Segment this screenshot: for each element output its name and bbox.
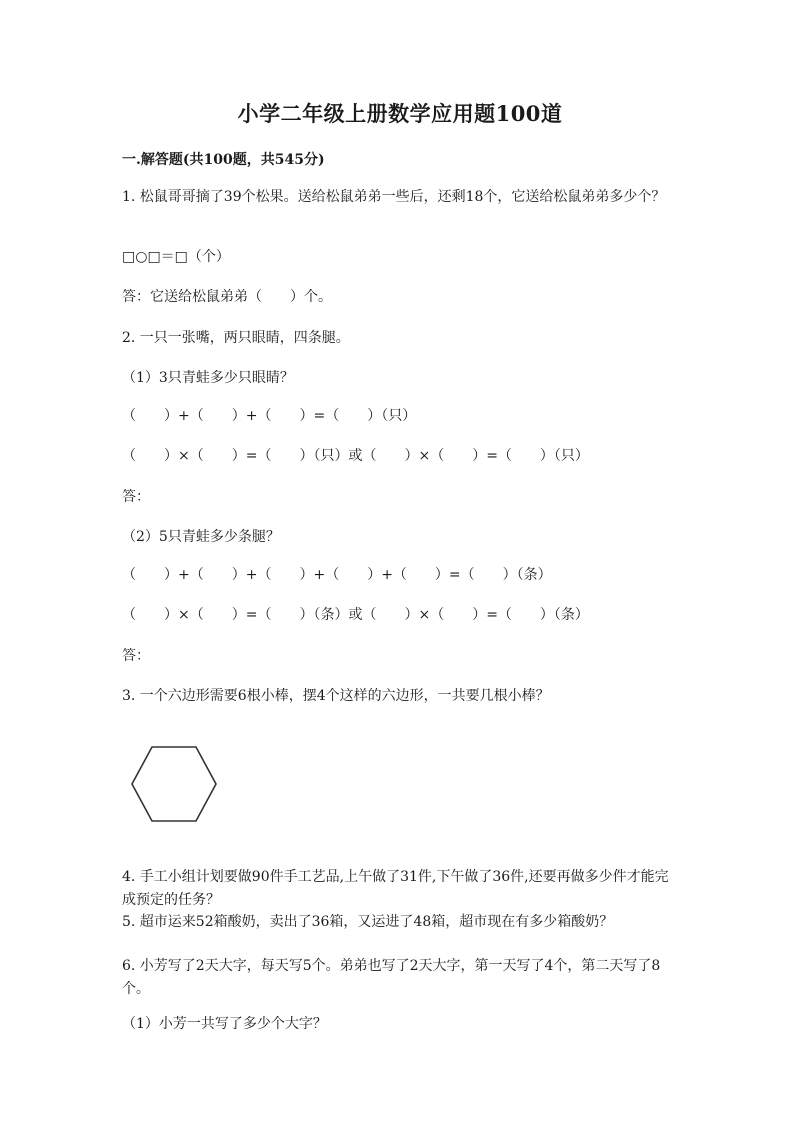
- question-2-sub2-answer: 答：: [122, 648, 150, 664]
- section-heading: 一.解答题(共100题，共545分): [122, 152, 325, 168]
- question-3-text: 3. 一个六边形需要6根小棒，摆4个这样的六边形，一共要几根小棒？: [122, 688, 550, 704]
- question-6-text: 6. 小芳写了2天大字，每天写5个。弟弟也写了2天大字，第一天写了4个，第二天写了8个。: [122, 958, 661, 997]
- question-2-text: 2. 一只一张嘴，两只眼睛，四条腿。: [122, 330, 350, 346]
- question-2-sub2-multiplication: （ ）×（ ）=（ ）（条）或（ ）×（ ）=（ ）（条）: [122, 607, 589, 623]
- question-5-text: 5. 超市运来52箱酸奶，卖出了36箱，又运进了48箱，超市现在有多少箱酸奶？: [122, 914, 614, 930]
- question-4-text: 4. 手工小组计划要做90件手工艺品,上午做了31件,下午做了36件,还要再做多少件才能完成预定的任务？: [122, 869, 669, 908]
- question-2-sub1-addition: （ ）+（ ）+（ ）=（ ）（只）: [122, 408, 417, 424]
- question-6-sub1: （1）小芳一共写了多少个大字？: [122, 1016, 327, 1032]
- question-1-formula: □○□＝□（个）: [122, 249, 230, 265]
- question-2-sub1-answer: 答：: [122, 489, 150, 505]
- question-1-text: 1. 松鼠哥哥摘了39个松果。送给松鼠弟弟一些后，还剩18个，它送给松鼠弟弟多少个？: [122, 189, 666, 205]
- hexagon-icon: [128, 744, 220, 824]
- question-2-sub1: （1）3只青蛙多少只眼睛？: [122, 370, 294, 386]
- question-1-answer: 答：它送给松鼠弟弟（ ）个。: [122, 289, 332, 305]
- page-title: 小学二年级上册数学应用题100道: [237, 101, 563, 126]
- question-2-sub2: （2）5只青蛙多少条腿？: [122, 529, 280, 545]
- question-2-sub1-multiplication: （ ）×（ ）=（ ）（只）或（ ）×（ ）=（ ）（只）: [122, 448, 589, 464]
- question-2-sub2-addition: （ ）+（ ）+（ ）+（ ）+（ ）=（ ）（条）: [122, 567, 552, 583]
